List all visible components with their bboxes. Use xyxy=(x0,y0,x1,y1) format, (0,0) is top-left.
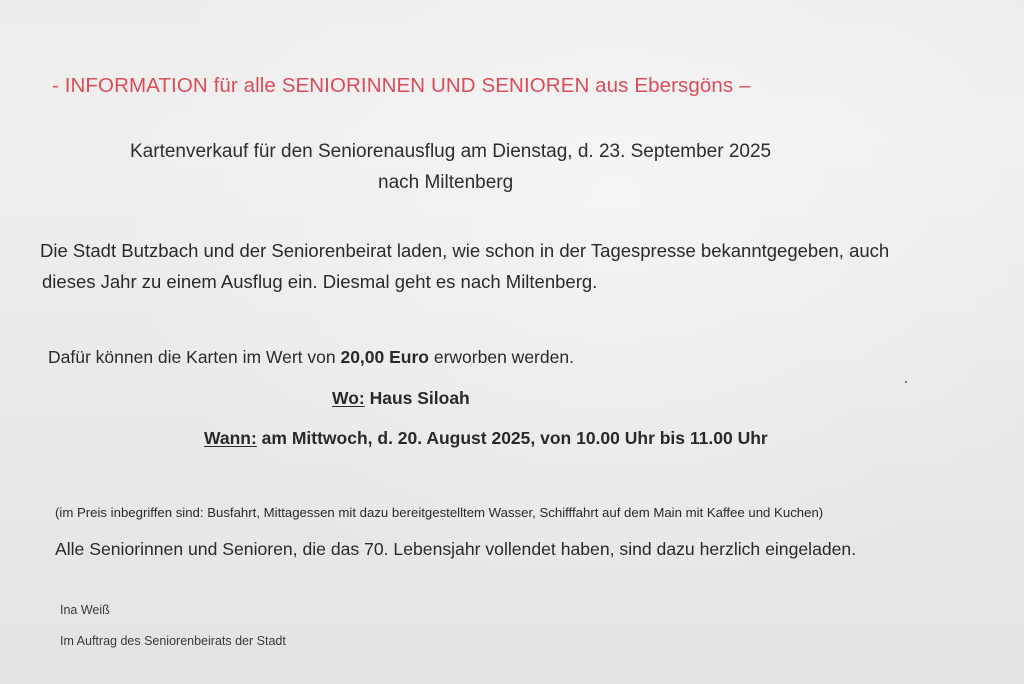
date-time-value: am Mittwoch, d. 20. August 2025, von 10.00 Uhr bis 11.00 Uhr xyxy=(256,428,768,448)
intro-paragraph-line2: dieses Jahr zu einem Ausflug ein. Diesmal geht es nach Miltenberg. xyxy=(42,271,598,292)
price-text-before: Dafür können die Karten im Wert von xyxy=(48,347,341,367)
notice-subtitle-line2: nach Miltenberg xyxy=(378,172,514,193)
location-line xyxy=(332,390,470,408)
price-amount: 20,00 Euro xyxy=(340,347,429,367)
location-label: Wo: xyxy=(332,388,365,408)
invitation-sentence: Alle Seniorinnen und Senioren, die das 70. Lebensjahr vollendet haben, sind dazu herzlich eingeladen. xyxy=(55,539,857,559)
price-inclusion-note: (im Preis inbegriffen sind: Busfahrt, Mittagessen mit dazu bereitgestelltem Wasser, Schifffahrt auf dem Main mit Kaffee und Kuchen) xyxy=(55,505,824,520)
notice-subtitle-line1: Kartenverkauf für den Seniorenausflug am Dienstag, d. 23. September 2025 xyxy=(130,141,772,162)
paper-speck xyxy=(905,381,907,383)
signer-name: Ina Weiß xyxy=(60,603,110,617)
date-time-line xyxy=(204,430,768,448)
date-time-label: Wann: xyxy=(204,428,257,448)
notice-headline: - INFORMATION für alle SENIORINNEN UND SENIOREN aus Ebersgöns – xyxy=(52,74,751,97)
price-text-after: erworben werden. xyxy=(429,347,574,367)
intro-paragraph-line1: Die Stadt Butzbach und der Seniorenbeirat laden, wie schon in der Tagespresse bekanntgegeben, auch xyxy=(40,240,890,261)
price-sentence xyxy=(48,349,574,367)
signer-commission: Im Auftrag des Seniorenbeirats der Stadt xyxy=(60,634,286,648)
location-value: Haus Siloah xyxy=(364,388,470,408)
